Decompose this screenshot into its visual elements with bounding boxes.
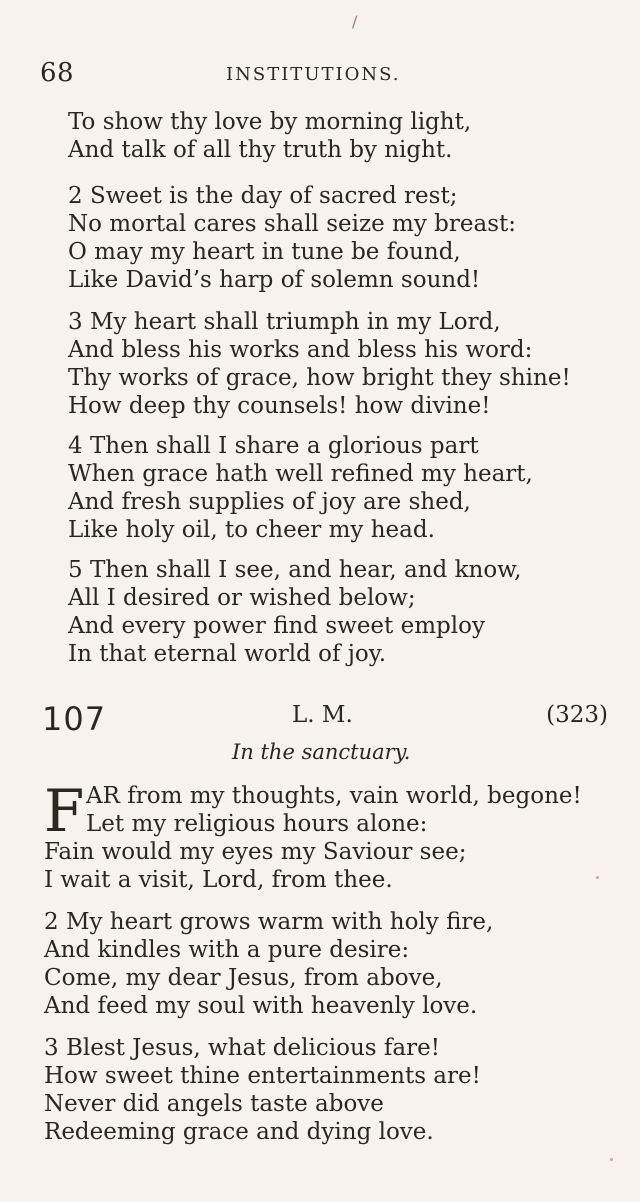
verse-line: AR from my thoughts, vain world, begone! [86,783,582,809]
verse-line: Like David’s harp of solemn sound! [68,267,481,293]
verse-line: I wait a visit, Lord, from thee. [44,867,393,893]
verse-line: 2 My heart grows warm with holy fire, [44,909,494,935]
verse-line: 4 Then shall I share a glorious part [68,433,479,459]
verse-line: 5 Then shall I see, and hear, and know, [68,557,522,583]
verse-line: No mortal cares shall seize my breast: [68,211,516,237]
verse-5 [68,556,521,668]
verse-line: And every power find sweet employ [68,613,485,639]
speck [596,876,599,879]
verse-line: And fresh supplies of joy are shed, [68,489,471,515]
hymn-subtitle: In the sanctuary. [232,740,411,764]
verse-line: How sweet thine entertainments are! [44,1063,481,1089]
verse-line: All I desired or wished below; [68,585,416,611]
verse-3 [68,308,571,420]
margin-mark: / [352,12,358,31]
hymn-meter: L. M. [292,702,353,728]
verse-line: 2 Sweet is the day of sacred rest; [68,183,458,209]
verse-line: Fain would my eyes my Saviour see; [44,839,467,865]
verse-line: O may my heart in tune be found, [68,239,461,265]
page-number: 68 [40,58,75,88]
verse-4 [68,432,533,544]
hymn-reference: (323) [546,702,608,728]
verse-line: How deep thy counsels! how divine! [68,393,491,419]
speck [610,1158,613,1161]
hymn-verse-3 [44,1034,481,1146]
verse-line: Like holy oil, to cheer my head. [68,517,435,543]
hymn-number: 107 [42,700,107,738]
hymn-first-verse [44,777,614,894]
verse-continued [68,108,471,164]
verse-line: And feed my soul with heavenly love. [44,993,478,1019]
verse-2 [68,182,516,294]
page-header [40,58,600,90]
drop-cap: F [44,777,85,845]
verse-line: When grace hath well refined my heart, [68,461,533,487]
verse-line: To show thy love by morning light, [68,109,472,135]
verse-line: And bless his works and bless his word: [68,337,533,363]
hymn-header [42,700,608,740]
verse-line: Redeeming grace and dying love. [44,1119,434,1145]
verse-line: And kindles with a pure desire: [44,937,410,963]
running-title: INSTITUTIONS. [226,64,401,85]
verse-line: And talk of all thy truth by night. [68,137,453,163]
verse-line: Come, my dear Jesus, from above, [44,965,443,991]
hymn-verse-2 [44,908,493,1020]
verse-line: 3 Blest Jesus, what delicious fare! [44,1035,440,1061]
verse-line: In that eternal world of joy. [68,641,387,667]
verse-line: 3 My heart shall triumph in my Lord, [68,309,501,335]
verse-line: Never did angels taste above [44,1091,384,1117]
verse-line: Let my religious hours alone: [86,811,428,837]
verse-line: Thy works of grace, how bright they shine! [68,365,571,391]
